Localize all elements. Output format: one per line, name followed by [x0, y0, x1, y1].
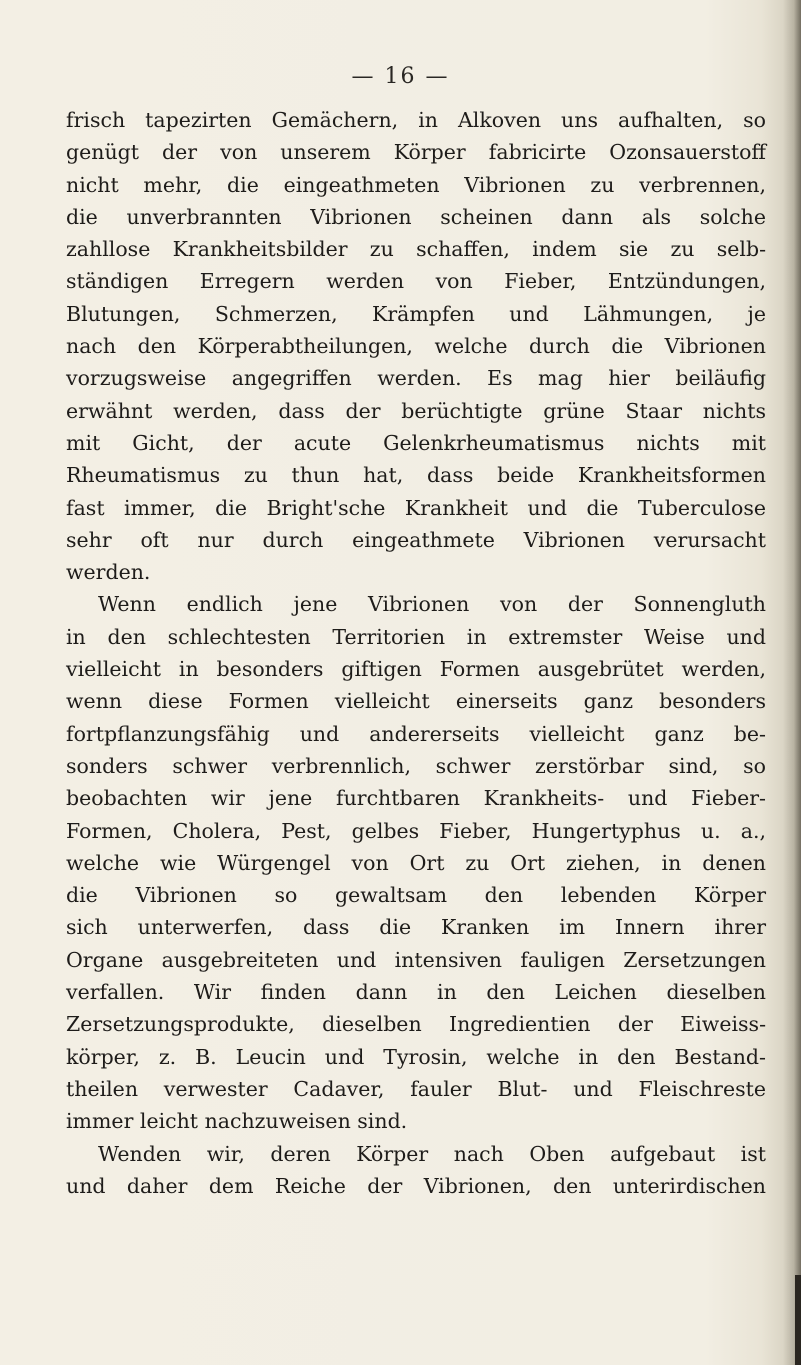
page-edge-shadow	[783, 0, 801, 1365]
text-line: in den schlechtesten Territorien in extremster Weise und	[66, 624, 766, 649]
text-line: mit Gicht, der acute Gelenkrheumatismus nichts mit	[66, 430, 766, 455]
text-line: zahllose Krankheitsbilder zu schaffen, indem sie zu selb-	[66, 237, 766, 262]
text-line: vorzugsweise angegriffen werden. Es mag hier beiläufig	[66, 366, 766, 391]
text-line: erwähnt werden, dass der berüchtigte grüne Staar nichts	[66, 398, 766, 423]
text-line: Organe ausgebreiteten und intensiven fauligen Zersetzungen	[66, 947, 766, 972]
text-line: welche wie Würgengel von Ort zu Ort ziehen, in denen	[66, 850, 766, 875]
text-line: ständigen Erregern werden von Fieber, Entzündungen,	[66, 269, 766, 294]
text-line: genügt der von unserem Körper fabricirte Ozonsauerstoff	[66, 140, 766, 165]
text-line: die unverbrannten Vibrionen scheinen dann als solche	[66, 204, 766, 229]
text-line: fast immer, die Bright'sche Krankheit und die Tuberculose	[66, 495, 766, 520]
text-line: Wenden wir, deren Körper nach Oben aufgebaut ist	[98, 1141, 766, 1166]
text-line: Zersetzungsprodukte, dieselben Ingredientien der Eiweiss-	[66, 1012, 766, 1037]
text-line: Rheumatismus zu thun hat, dass beide Krankheitsformen	[66, 463, 766, 488]
text-line: fortpflanzungsfähig und andererseits vielleicht ganz be-	[66, 721, 766, 746]
page-edge-dark	[795, 1275, 801, 1365]
body-text	[66, 104, 766, 1202]
text-line: frisch tapezirten Gemächern, in Alkoven uns aufhalten, so	[66, 108, 766, 132]
text-line: die Vibrionen so gewaltsam den lebenden Körper	[66, 883, 766, 908]
text-line: und daher dem Reiche der Vibrionen, den unterirdischen	[66, 1173, 766, 1198]
text-line: immer leicht nachzuweisen sind.	[66, 1109, 408, 1134]
text-line: wenn diese Formen vielleicht einerseits ganz besonders	[66, 689, 766, 714]
text-line: Wenn endlich jene Vibrionen von der Sonnengluth	[98, 592, 766, 617]
text-line: werden.	[66, 560, 151, 585]
text-line: nach den Körperabtheilungen, welche durch die Vibrionen	[66, 334, 766, 359]
text-line: sich unterwerfen, dass die Kranken im Innern ihrer	[66, 915, 766, 940]
text-line: nicht mehr, die eingeathmeten Vibrionen zu verbrennen,	[66, 172, 766, 197]
page-number: — 16 —	[351, 64, 450, 89]
text-line: verfallen. Wir finden dann in den Leichen dieselben	[66, 980, 766, 1005]
text-line: sonders schwer verbrennlich, schwer zerstörbar sind, so	[66, 753, 766, 778]
text-line: vielleicht in besonders giftigen Formen ausgebrütet werden,	[66, 657, 766, 682]
text-line: körper, z. B. Leucin und Tyrosin, welche in den Bestand-	[66, 1044, 766, 1069]
text-line: Blutungen, Schmerzen, Krämpfen und Lähmungen, je	[66, 301, 766, 326]
text-line: sehr oft nur durch eingeathmete Vibrionen verursacht	[66, 527, 766, 552]
text-line: Formen, Cholera, Pest, gelbes Fieber, Hungertyphus u. a.,	[66, 818, 766, 843]
text-line: theilen verwester Cadaver, fauler Blut- und Fleischreste	[66, 1076, 766, 1101]
text-line: beobachten wir jene furchtbaren Krankheits- und Fieber-	[66, 786, 766, 811]
